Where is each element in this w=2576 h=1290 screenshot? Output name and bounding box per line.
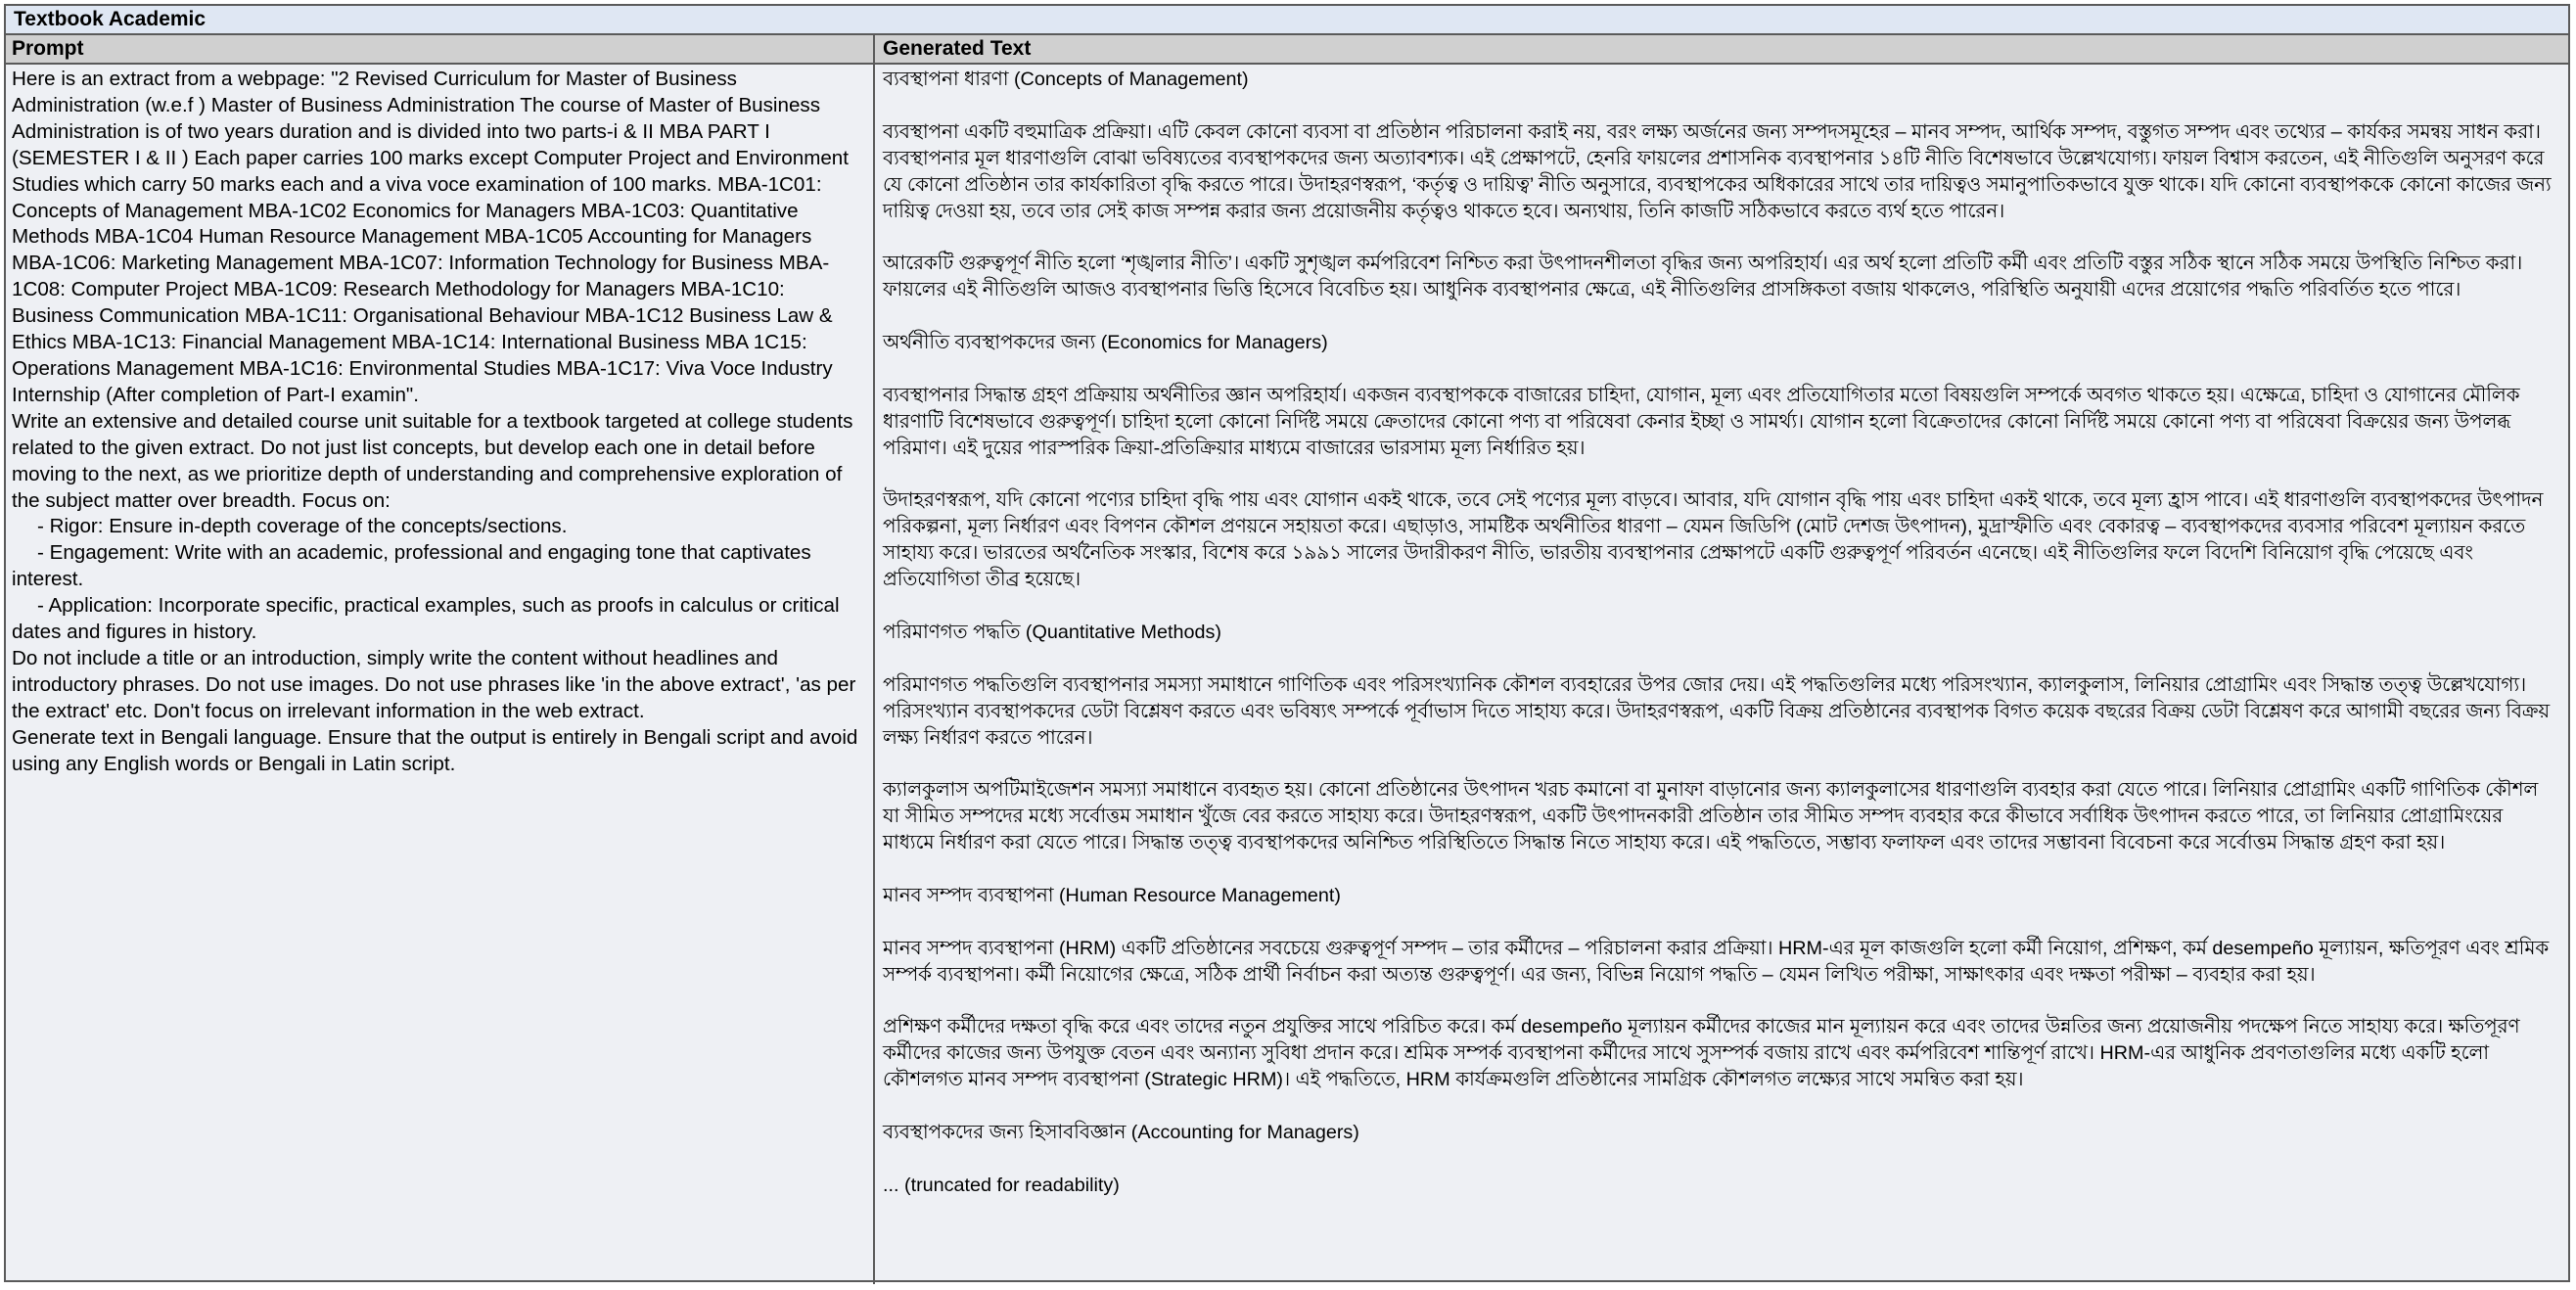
- generated-column-header: Generated Text: [883, 37, 1032, 60]
- paragraph: মানব সম্পদ ব্যবস্থাপনা (HRM) একটি প্রতিষ্ঠানের সবচেয়ে গুরুত্বপূর্ণ সম্পদ – তার কর্মীদের – পরিচালনা করার প্রক্রিয়া। HRM-এর মূল কাজগুলি হলো কর্মী নিয়োগ, প্রশিক্ষণ, কর্ম desempeño মূল্যায়ন, ক্ষতিপূরণ এবং শ্রমিক সম্পর্ক ব্যবস্থাপনা। কর্মী নিয়োগের ক্ষেত্রে, সঠিক প্রার্থী নির্বাচন করা অত্যন্ত গুরুত্বপূর্ণ। এর জন্য, বিভিন্ন নিয়োগ পদ্ধতি – যেমন লিখিত পরীক্ষা, সাক্ষাৎকার এবং দক্ষতা পরীক্ষা – ব্যবহার করা হয়।: [883, 937, 2550, 986]
- paragraph: ব্যবস্থাপনার সিদ্ধান্ত গ্রহণ প্রক্রিয়ায় অর্থনীতির জ্ঞান অপরিহার্য। একজন ব্যবস্থাপককে বাজারের চাহিদা, যোগান, মূল্য এবং প্রতিযোগিতার মতো বিষয়গুলি সম্পর্কে অবগত থাকতে হয়। এক্ষেত্রে, চাহিদা ও যোগানের মৌলিক ধারণাটি বিশেষভাবে গুরুত্বপূর্ণ। চাহিদা হলো কোনো নির্দিষ্ট সময়ে ক্রেতাদের কোনো পণ্য বা পরিষেবা কেনার ইচ্ছা ও সামর্থ্য। যোগান হলো বিক্রেতাদের কোনো নির্দিষ্ট সময়ে কোনো পণ্য বা পরিষেবা বিক্রয়ের জন্য উপলব্ধ পরিমাণ। এই দুয়ের পারস্পরিক ক্রিয়া-প্রতিক্রিয়ার মাধ্যমে বাজারের ভারসাম্য মূল্য নির্ধারিত হয়।: [883, 384, 2520, 459]
- prompt-language: Generate text in Bengali language. Ensure that the output is entirely in Bengali script and avoid using any English words or Bengali in Latin script.: [12, 725, 858, 775]
- prompt-instruction: Write an extensive and detailed course unit suitable for a textbook targeted at college students related to the given extract. Do not just list concepts, but develop each one in detail before moving to the next, as we prioritize depth of understanding and comprehensive exploration of the subject matter over breadth. Focus on:: [12, 409, 853, 512]
- section-heading: অর্থনীতি ব্যবস্থাপকদের জন্য (Economics for Managers): [883, 332, 1328, 354]
- prompt-engagement: - Engagement: Write with an academic, professional and engaging tone that captivates interest.: [12, 541, 811, 591]
- prompt-rigor: - Rigor: Ensure in-depth coverage of the concepts/sections.: [37, 515, 568, 538]
- section-heading: ব্যবস্থাপনা ধারণা (Concepts of Management): [883, 69, 1249, 90]
- window-title: Textbook Academic: [6, 6, 2568, 35]
- paragraph: ব্যবস্থাপনা একটি বহুমাত্রিক প্রক্রিয়া। এটি কেবল কোনো ব্যবসা বা প্রতিষ্ঠান পরিচালনা করাই নয়, বরং লক্ষ্য অর্জনের জন্য সম্পদসমূহের – মানব সম্পদ, আর্থিক সম্পদ, বস্তুগত সম্পদ এবং তথ্যের – কার্যকর সমন্বয় সাধন করা। ব্যবস্থাপনার মূল ধারণাগুলি বোঝা ভবিষ্যতের ব্যবস্থাপকদের জন্য অত্যাবশ্যক। এই প্রেক্ষাপটে, হেনরি ফায়লের প্রশাসনিক ব্যবস্থাপনার ১৪টি নীতি বিশেষভাবে উল্লেখযোগ্য। ফায়ল বিশ্বাস করতেন, এই নীতিগুলি অনুসরণ করে যে কোনো প্রতিষ্ঠান তার কার্যকারিতা বৃদ্ধি করতে পারে। উদাহরণস্বরূপ, ‘কর্তৃত্ব ও দায়িত্ব’ নীতি অনুসারে, ব্যবস্থাপকের অধিকারের সাথে তার দায়িত্বও সমানুপাতিকভাবে যুক্ত থাকে। যদি কোনো ব্যবস্থাপককে কোনো কাজের জন্য দায়িত্ব দেওয়া হয়, তবে তার সেই কাজ সম্পন্ন করার জন্য প্রয়োজনীয় কর্তৃত্বও থাকতে হবে। অন্যথায়, তিনি কাজটি সঠিকভাবে করতে ব্যর্থ হতে পারেন।: [883, 120, 2552, 222]
- section-heading: পরিমাণগত পদ্ধতি (Quantitative Methods): [883, 621, 1221, 643]
- paragraph: পরিমাণগত পদ্ধতিগুলি ব্যবস্থাপনার সমস্যা সমাধানে গাণিতিক এবং পরিসংখ্যানিক কৌশল ব্যবহারের উপর জোর দেয়। এই পদ্ধতিগুলির মধ্যে পরিসংখ্যান, ক্যালকুলাস, লিনিয়ার প্রোগ্রামিং এবং সিদ্ধান্ত তত্ত্ব উল্লেখযোগ্য। পরিসংখ্যান ব্যবস্থাপকদের ডেটা বিশ্লেষণ করতে এবং ভবিষ্যৎ সম্পর্কে পূর্বাভাস দিতে সাহায্য করে। উদাহরণস্বরূপ, একটি বিক্রয় প্রতিষ্ঠানের ব্যবস্থাপক বিগত কয়েক বছরের বিক্রয় ডেটা বিশ্লেষণ করে আগামী বছরের জন্য বিক্রয় লক্ষ্য নির্ধারণ করতে পারেন।: [883, 673, 2551, 749]
- section-heading: মানব সম্পদ ব্যবস্থাপনা (Human Resource Management): [883, 884, 1342, 906]
- prompt-column-header: Prompt: [6, 35, 875, 63]
- generated-text-cell: [875, 65, 2568, 1284]
- prompt-cell: [6, 65, 875, 1284]
- paragraph: আরেকটি গুরুত্বপূর্ণ নীতি হলো ‘শৃঙ্খলার নীতি’। একটি সুশৃঙ্খল কর্মপরিবেশ নিশ্চিত করা উৎপাদনশীলতা বৃদ্ধির জন্য অপরিহার্য। এর অর্থ হলো প্রতিটি কর্মী এবং প্রতিটি বস্তুর সঠিক স্থানে সঠিক সময়ে উপস্থিতি নিশ্চিত করা। ফায়লের এই নীতিগুলি আজও ব্যবস্থাপনার ভিত্তি হিসেবে বিবেচিত হয়। আধুনিক ব্যবস্থাপনার ক্ষেত্রে, এই নীতিগুলির প্রাসঙ্গিকতা বজায় থাকলেও, পরিস্থিতি অনুযায়ী এদের প্রয়োগের পদ্ধতি পরিবর্তিত হতে পারে।: [883, 253, 2523, 301]
- document-frame: [4, 4, 2570, 1282]
- paragraph: ক্যালকুলাস অপটিমাইজেশন সমস্যা সমাধানে ব্যবহৃত হয়। কোনো প্রতিষ্ঠানের উৎপাদন খরচ কমানো বা মুনাফা বাড়ানোর জন্য ক্যালকুলাসের ধারণাগুলি ব্যবহার করা যেতে পারে। লিনিয়ার প্রোগ্রামিং একটি গাণিতিক কৌশল যা সীমিত সম্পদের মধ্যে সর্বোত্তম সমাধান খুঁজে বের করতে সাহায্য করে। উদাহরণস্বরূপ, একটি উৎপাদনকারী প্রতিষ্ঠান তার সীমিত সম্পদ ব্যবহার করে কীভাবে সর্বাধিক উৎপাদন করতে পারে, তা লিনিয়ার প্রোগ্রামিংয়ের মাধ্যমে নির্ধারণ করা যেতে পারে। সিদ্ধান্ত তত্ত্ব ব্যবস্থাপকদের অনিশ্চিত পরিস্থিতিতে সিদ্ধান্ত নিতে সাহায্য করে। এই পদ্ধতিতে, সম্ভাব্য ফলাফল এবং তাদের সম্ভাবনা বিবেচনা করে সর্বোত্তম সিদ্ধান্ত গ্রহণ করা হয়।: [883, 779, 2539, 854]
- table-row: [6, 65, 2568, 1284]
- prompt-extract: Here is an extract from a webpage: "2 Revised Curriculum for Master of Business Administration (w.e.f ) Master of Business Administration The course of Master of Business Administration is of two years duration and is divided into two parts-i & II MBA PART I (SEMESTER I & II ) Each paper carries 100 marks except Computer Project and Environment Studies which carry 50 marks each and a viva voce examination of 100 marks. MBA-1C01: Concepts of Management MBA-1C02 Economics for Managers MBA-1C03: Quantitative Methods MBA-1C04 Human Resource Management MBA-1C05 Accounting for Managers MBA-1C06: Marketing Management MBA-1C07: Information Technology for Business MBA-1C08: Computer Project MBA-1C09: Research Methodology for Managers MBA-1C10: Business Communication MBA-1C11: Organisational Behaviour MBA-1C12 Business Law & Ethics MBA-1C13: Financial Management MBA-1C14: International Business MBA 1C15: Operations Management MBA-1C16: Environmental Studies MBA-1C17: Viva Voce Industry Internship (After completion of Part-I examin".: [12, 68, 849, 406]
- paragraph: উদাহরণস্বরূপ, যদি কোনো পণ্যের চাহিদা বৃদ্ধি পায় এবং যোগান একই থাকে, তবে সেই পণ্যের মূল্য বাড়বে। আবার, যদি যোগান বৃদ্ধি পায় এবং চাহিদা একই থাকে, তবে মূল্য হ্রাস পাবে। এই ধারণাগুলি ব্যবস্থাপকদের উৎপাদন পরিকল্পনা, মূল্য নির্ধারণ এবং বিপণন কৌশল প্রণয়নে সহায়তা করে। এছাড়াও, সামষ্টিক অর্থনীতির ধারণা – যেমন জিডিপি (মোট দেশজ উৎপাদন), মুদ্রাস্ফীতি এবং বেকারত্ব – ব্যবস্থাপকদের ব্যবসার পরিবেশ মূল্যায়ন করতে সাহায্য করে। ভারতের অর্থনৈতিক সংস্কার, বিশেষ করে ১৯৯১ সালের উদারীকরণ নীতি, ভারতীয় ব্যবস্থাপনার প্রেক্ষাপটে একটি গুরুত্বপূর্ণ পরিবর্তন এনেছে। এই নীতিগুলির ফলে বিদেশি বিনিয়োগ বৃদ্ধি পেয়েছে এবং প্রতিযোগিতা তীব্র হয়েছে।: [883, 489, 2544, 591]
- prompt-application: - Application: Incorporate specific, practical examples, such as proofs in calculus or critical dates and figures in history.: [12, 594, 840, 644]
- paragraph: প্রশিক্ষণ কর্মীদের দক্ষতা বৃদ্ধি করে এবং তাদের নতুন প্রযুক্তির সাথে পরিচিত করে। কর্ম desempeño মূল্যায়ন কর্মীদের কাজের মান মূল্যায়ন করে এবং তাদের উন্নতির জন্য প্রয়োজনীয় পদক্ষেপ নিতে সাহায্য করে। ক্ষতিপূরণ কর্মীদের কাজের জন্য উপযুক্ত বেতন এবং অন্যান্য সুবিধা প্রদান করে। শ্রমিক সম্পর্ক ব্যবস্থাপনা কর্মীদের সাথে সুসম্পর্ক বজায় রাখে এবং কর্মপরিবেশ শান্তিপূর্ণ রাখে। HRM-এর আধুনিক প্রবণতাগুলির মধ্যে একটি হলো কৌশলগত মানব সম্পদ ব্যবস্থাপনা (Strategic HRM)। এই পদ্ধতিতে, HRM কার্যক্রমগুলি প্রতিষ্ঠানের সামগ্রিক কৌশলগত লক্ষ্যের সাথে সমন্বিত করা হয়।: [883, 1016, 2520, 1091]
- truncation-note: ... (truncated for readability): [883, 1174, 1120, 1196]
- prompt-constraints: Do not include a title or an introduction, simply write the content without headlines and introductory phrases. Do not use images. Do not use phrases like 'in the above extract', 'as per the extract' etc. Don't focus on irrelevant information in the web extract.: [12, 646, 856, 722]
- table-header: [6, 35, 2568, 65]
- section-heading: ব্যবস্থাপকদের জন্য হিসাববিজ্ঞান (Accounting for Managers): [883, 1122, 1359, 1144]
